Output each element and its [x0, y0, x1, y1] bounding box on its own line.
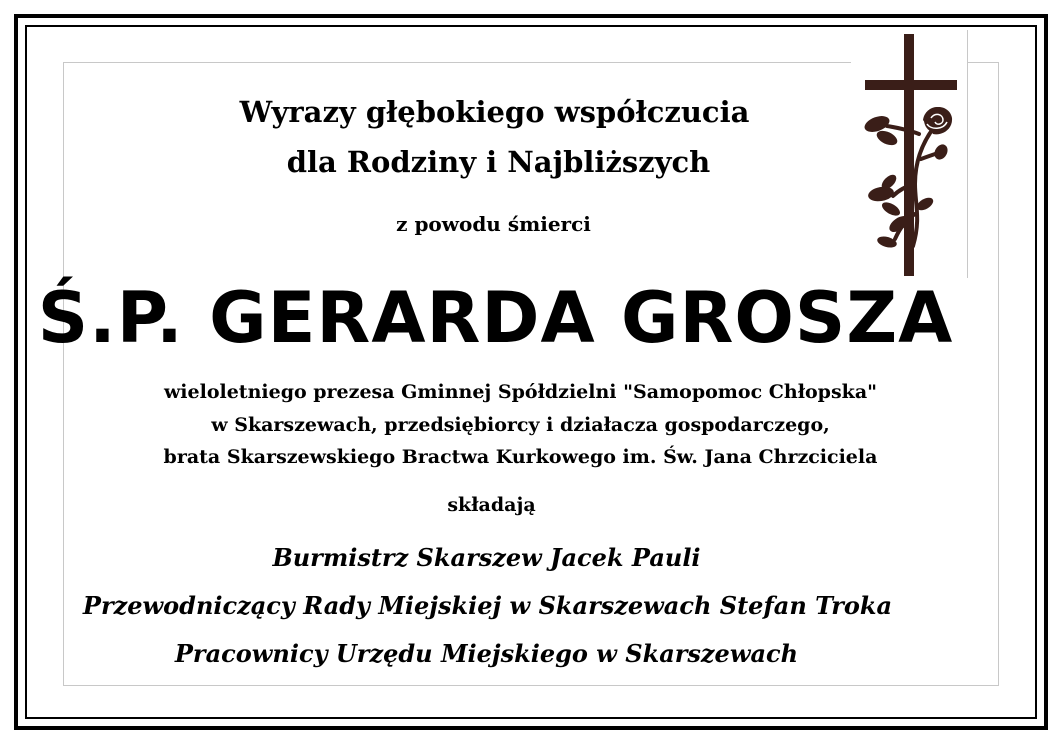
signer-office-staff: Pracownicy Urzędu Miejskiego w Skarszewach [174, 639, 799, 668]
reason-text: z powodu śmierci [396, 212, 591, 236]
offered-by-text: składają [447, 494, 536, 516]
header-line-1: Wyrazy głębokiego współczucia [239, 95, 750, 129]
header-line-2: dla Rodziny i Najbliższych [286, 145, 711, 179]
signer-council-chairman: Przewodniczący Rady Miejskiej w Skarszewach Stefan Troka [82, 591, 893, 620]
description-line-1: wieloletniego prezesa Gminnej Spółdzielni "Samopomoc Chłopska" [163, 381, 878, 403]
description-line-2: w Skarszewach, przedsiębiorcy i działacza gospodarczego, [211, 414, 830, 436]
deceased-name: Ś.P. GERARDA GROSZA [37, 277, 954, 359]
signer-mayor: Burmistrz Skarszew Jacek Pauli [272, 543, 701, 572]
description-line-3: brata Skarszewskiego Bractwa Kurkowego im. Św. Jana Chrzciciela [163, 446, 878, 468]
